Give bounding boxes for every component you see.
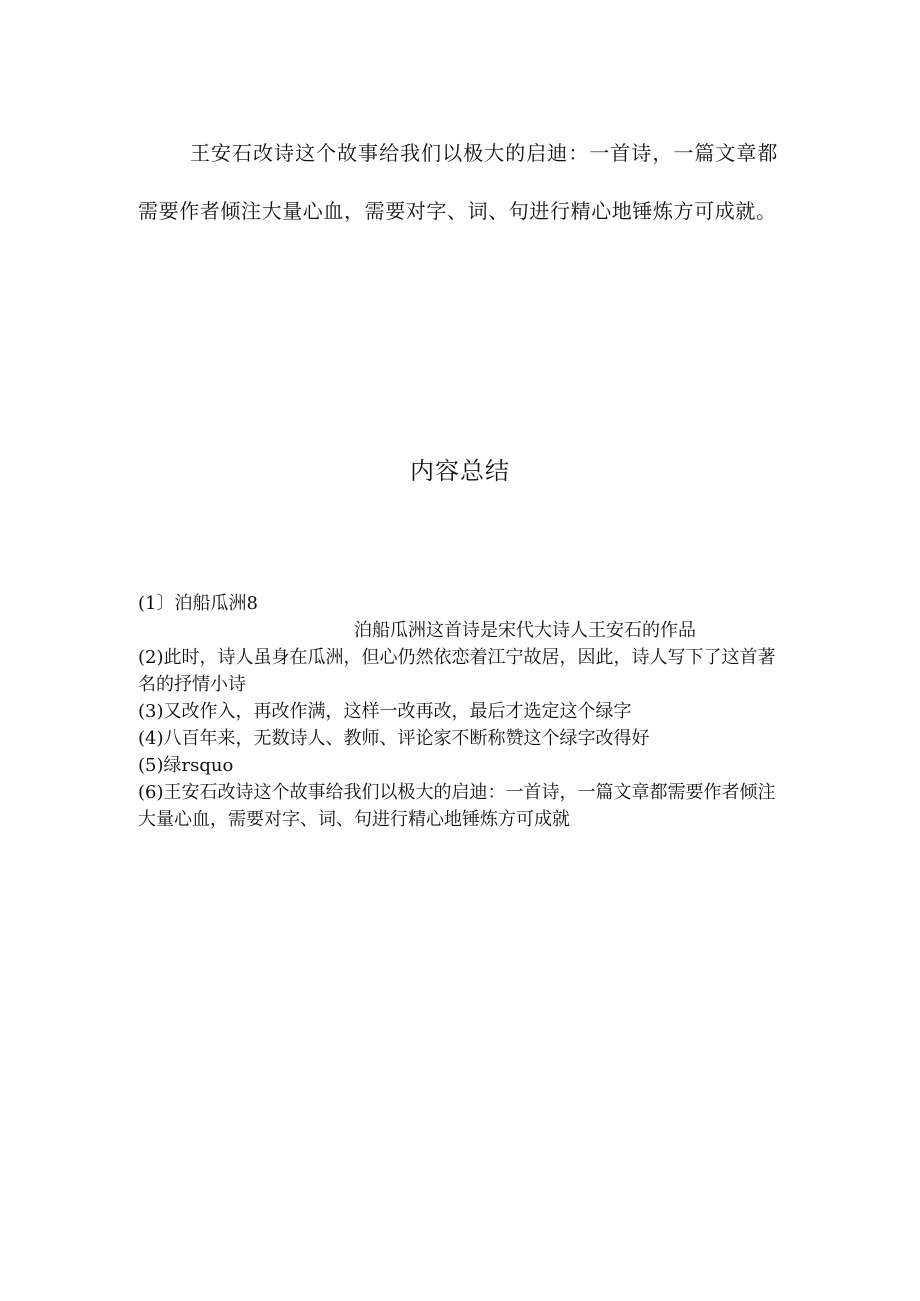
summary-item: (1〕泊船瓜洲8 <box>138 593 258 614</box>
intro-paragraph: 王安石改诗这个故事给我们以极大的启迪：一首诗，一篇文章都需要作者倾注大量心血，需要对字、词、句进行精心地锤炼方可成就。 <box>138 141 778 223</box>
summary-item: (4)八百年来，无数诗人、教师、评论家不断称赞这个绿字改得好 <box>138 728 650 749</box>
summary-item: (3)又改作入，再改作满，这样一改再改，最后才选定这个绿字 <box>138 701 632 722</box>
summary-item: (5)绿rsquo <box>138 755 234 776</box>
summary-item: 泊船瓜洲这首诗是宋代大诗人王安石的作品 <box>354 620 696 641</box>
summary-list <box>138 590 780 833</box>
summary-item: (2)此时，诗人虽身在瓜洲，但心仍然依恋着江宁故居，因此，诗人写下了这首著名的抒情小诗 <box>138 647 776 695</box>
summary-title: 内容总结 <box>410 457 510 485</box>
summary-item: (6)王安石改诗这个故事给我们以极大的启迪：一首诗，一篇文章都需要作者倾注大量心血，需要对字、词、句进行精心地锤炼方可成就 <box>138 782 776 830</box>
